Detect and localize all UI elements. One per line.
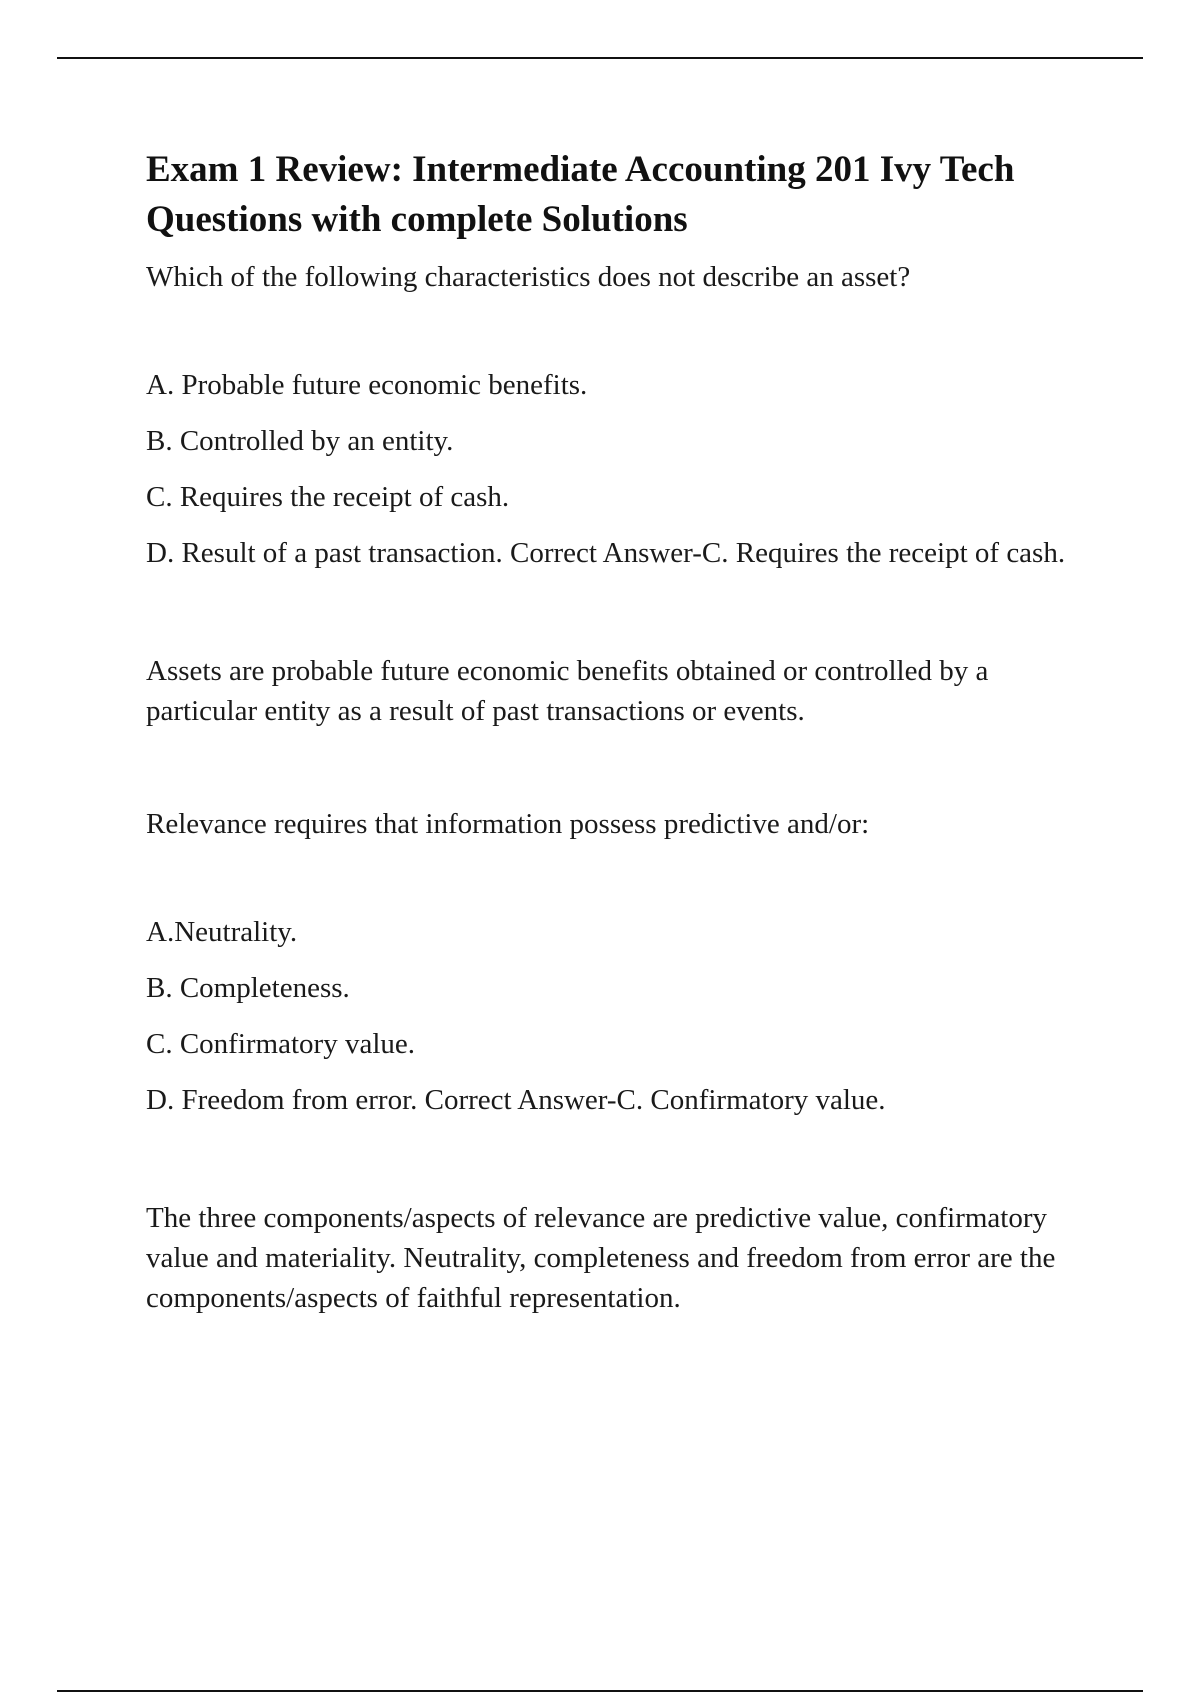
footer-rule [57,1690,1143,1692]
answer-option-a: A.Neutrality. [146,916,298,948]
answer-option-b: B. Completeness. [146,972,350,1004]
answer-option-c: C. Confirmatory value. [146,1028,416,1060]
header-rule [57,57,1143,59]
question-prompt: Relevance requires that information possess predictive and/or: [146,808,870,840]
answer-option-b: B. Controlled by an entity. [146,425,454,457]
question-block-1 [146,257,1106,731]
answer-option-c: C. Requires the receipt of cash. [146,481,510,513]
answer-explanation: The three components/aspects of relevance are predictive value, confirmatory value and materiality. Neutrality, completeness and freedom from error are the components/aspects of faithful representation. [146,1202,1056,1314]
answer-option-d: D. Freedom from error. Correct Answer-C. Confirmatory value. [146,1084,886,1116]
answer-explanation: Assets are probable future economic benefits obtained or controlled by a particular entity as a result of past transactions or events. [146,655,989,727]
question-prompt: Which of the following characteristics does not describe an asset? [146,261,911,293]
answer-option-d: D. Result of a past transaction. Correct Answer-C. Requires the receipt of cash. [146,537,1066,569]
document-title: Exam 1 Review: Intermediate Accounting 201 Ivy Tech Questions with complete Solutions [146,149,1015,240]
question-block-2 [146,804,1106,1318]
answer-option-a: A. Probable future economic benefits. [146,369,588,401]
document-body [146,145,1106,1318]
